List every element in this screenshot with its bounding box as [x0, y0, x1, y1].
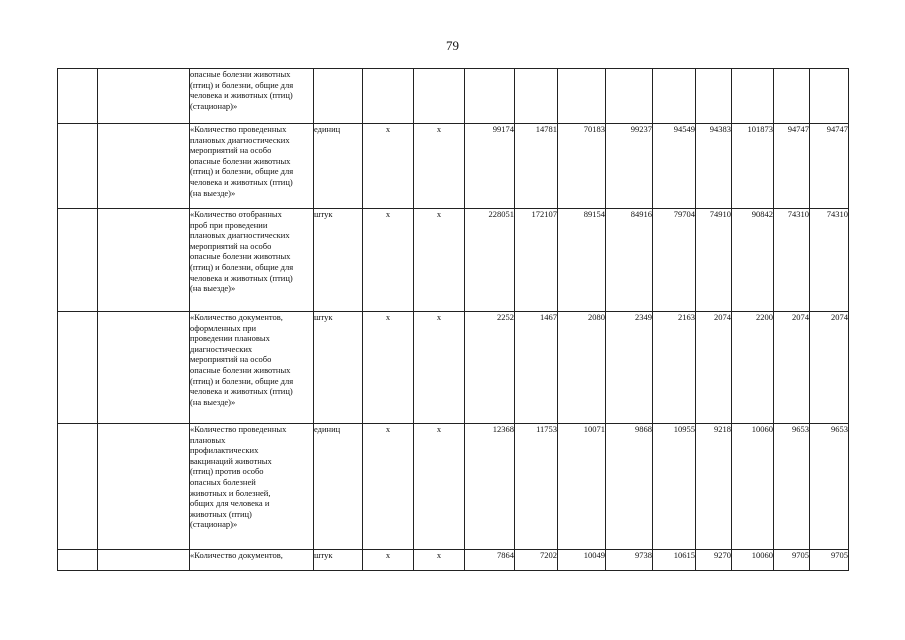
value-cell: 2349	[606, 312, 653, 424]
description-line: «Количество проведенных	[190, 424, 287, 434]
description-line: (на выезде)»	[190, 187, 236, 198]
description-line: диагностических	[190, 343, 253, 354]
description-line: мероприятий на особо	[190, 354, 272, 365]
value-cell: 11753	[515, 424, 558, 550]
unit-cell: штук	[314, 209, 363, 312]
value-cell: 10049	[558, 550, 606, 571]
value-cell: 70183	[558, 124, 606, 209]
value-cell: 10060	[732, 424, 774, 550]
value-cell	[558, 69, 606, 124]
value-cell: 9705	[774, 550, 810, 571]
description-line: (птиц) и болезни, общие для	[190, 166, 294, 177]
value-cell: 172107	[515, 209, 558, 312]
value-cell: 10615	[653, 550, 696, 571]
section-cell	[98, 209, 190, 312]
description-line: оформленных при	[190, 322, 257, 333]
table-row	[58, 124, 849, 209]
value-cell: 9270	[696, 550, 732, 571]
value-cell: 84916	[606, 209, 653, 312]
number-cell	[58, 69, 98, 124]
section-cell	[98, 124, 190, 209]
mark-cell: х	[414, 209, 465, 312]
value-cell: 2252	[465, 312, 515, 424]
value-cell: 79704	[653, 209, 696, 312]
description-line: опасные болезни животных	[190, 69, 291, 79]
indicator-description-cell	[190, 209, 314, 312]
value-cell	[774, 69, 810, 124]
value-cell: 99237	[606, 124, 653, 209]
description-line: проб при проведении	[190, 219, 268, 230]
description-line: животных и болезней,	[190, 487, 271, 498]
description-line: «Количество отобранных	[190, 209, 282, 219]
value-cell: 9868	[606, 424, 653, 550]
unit-cell	[314, 69, 363, 124]
number-cell	[58, 209, 98, 312]
mark-cell: х	[363, 209, 414, 312]
table-row	[58, 550, 849, 571]
number-cell	[58, 550, 98, 571]
value-cell	[696, 69, 732, 124]
value-cell: 89154	[558, 209, 606, 312]
description-line: плановых диагностических	[190, 134, 290, 145]
description-line: плановых диагностических	[190, 230, 290, 241]
indicator-description-cell	[190, 550, 314, 571]
number-cell	[58, 424, 98, 550]
value-cell: 12368	[465, 424, 515, 550]
description-line: человека и животных (птиц)	[190, 176, 293, 187]
value-cell: 1467	[515, 312, 558, 424]
value-cell: 2163	[653, 312, 696, 424]
mark-cell	[414, 69, 465, 124]
description-line: (птиц) и болезни, общие для	[190, 79, 294, 90]
description-line: человека и животных (птиц)	[190, 386, 293, 397]
value-cell: 74910	[696, 209, 732, 312]
description-line: (птиц) и болезни, общие для	[190, 261, 294, 272]
mark-cell: х	[363, 312, 414, 424]
value-cell	[515, 69, 558, 124]
value-cell: 2074	[774, 312, 810, 424]
value-cell: 9218	[696, 424, 732, 550]
section-cell	[98, 424, 190, 550]
value-cell: 10071	[558, 424, 606, 550]
table-row	[58, 69, 849, 124]
mark-cell: х	[363, 124, 414, 209]
description-line: проведении плановых	[190, 333, 270, 344]
value-cell: 7864	[465, 550, 515, 571]
unit-cell: штук	[314, 550, 363, 571]
section-cell	[98, 312, 190, 424]
description-line: человека и животных (птиц)	[190, 272, 293, 283]
description-line: (стационар)»	[190, 519, 238, 530]
description-line: опасные болезни животных	[190, 155, 291, 166]
value-cell: 9705	[810, 550, 849, 571]
value-cell: 94549	[653, 124, 696, 209]
indicator-description-cell	[190, 124, 314, 209]
description-line: (на выезде)»	[190, 396, 236, 407]
value-cell: 90842	[732, 209, 774, 312]
unit-cell: единиц	[314, 424, 363, 550]
description-line: опасные болезни животных	[190, 251, 291, 262]
mark-cell: х	[414, 550, 465, 571]
description-line: мероприятий на особо	[190, 240, 272, 251]
description-line: опасные болезни животных	[190, 364, 291, 375]
unit-cell: единиц	[314, 124, 363, 209]
table-row	[58, 424, 849, 550]
description-line: мероприятий на особо	[190, 145, 272, 156]
value-cell	[732, 69, 774, 124]
description-line: (птиц) против особо	[190, 466, 264, 477]
unit-cell: штук	[314, 312, 363, 424]
description-line: «Количество документов,	[190, 550, 283, 560]
number-cell	[58, 124, 98, 209]
description-line: вакцинаций животных	[190, 455, 272, 466]
value-cell: 7202	[515, 550, 558, 571]
description-line: животных (птиц)	[190, 508, 252, 519]
indicator-description-cell	[190, 69, 314, 124]
section-cell	[98, 550, 190, 571]
description-line: (на выезде)»	[190, 283, 236, 294]
mark-cell	[363, 69, 414, 124]
value-cell	[606, 69, 653, 124]
value-cell	[653, 69, 696, 124]
description-line: профилактических	[190, 445, 259, 456]
value-cell: 74310	[774, 209, 810, 312]
value-cell: 9653	[810, 424, 849, 550]
section-cell	[98, 69, 190, 124]
description-line: «Количество документов,	[190, 312, 283, 322]
value-cell: 9653	[774, 424, 810, 550]
indicator-table	[57, 68, 849, 571]
table-body	[58, 69, 849, 571]
table-row	[58, 312, 849, 424]
value-cell	[465, 69, 515, 124]
page-number: 79	[446, 38, 459, 53]
value-cell: 101873	[732, 124, 774, 209]
value-cell: 2074	[696, 312, 732, 424]
description-line: плановых	[190, 434, 226, 445]
indicator-description-cell	[190, 424, 314, 550]
value-cell	[810, 69, 849, 124]
value-cell: 94747	[774, 124, 810, 209]
description-line: человека и животных (птиц)	[190, 90, 293, 101]
value-cell: 228051	[465, 209, 515, 312]
mark-cell: х	[414, 424, 465, 550]
description-line: (птиц) и болезни, общие для	[190, 375, 294, 386]
value-cell: 2080	[558, 312, 606, 424]
description-line: «Количество проведенных	[190, 124, 287, 134]
value-cell: 2200	[732, 312, 774, 424]
number-cell	[58, 312, 98, 424]
mark-cell: х	[414, 124, 465, 209]
value-cell: 10060	[732, 550, 774, 571]
mark-cell: х	[414, 312, 465, 424]
value-cell: 2074	[810, 312, 849, 424]
value-cell: 94383	[696, 124, 732, 209]
value-cell: 94747	[810, 124, 849, 209]
mark-cell: х	[363, 424, 414, 550]
description-line: опасных болезней	[190, 476, 256, 487]
value-cell: 99174	[465, 124, 515, 209]
description-line: (стационар)»	[190, 100, 238, 111]
mark-cell: х	[363, 550, 414, 571]
value-cell: 9738	[606, 550, 653, 571]
description-line: общих для человека и	[190, 498, 270, 509]
value-cell: 74310	[810, 209, 849, 312]
table-row	[58, 209, 849, 312]
indicator-description-cell	[190, 312, 314, 424]
value-cell: 10955	[653, 424, 696, 550]
value-cell: 14781	[515, 124, 558, 209]
